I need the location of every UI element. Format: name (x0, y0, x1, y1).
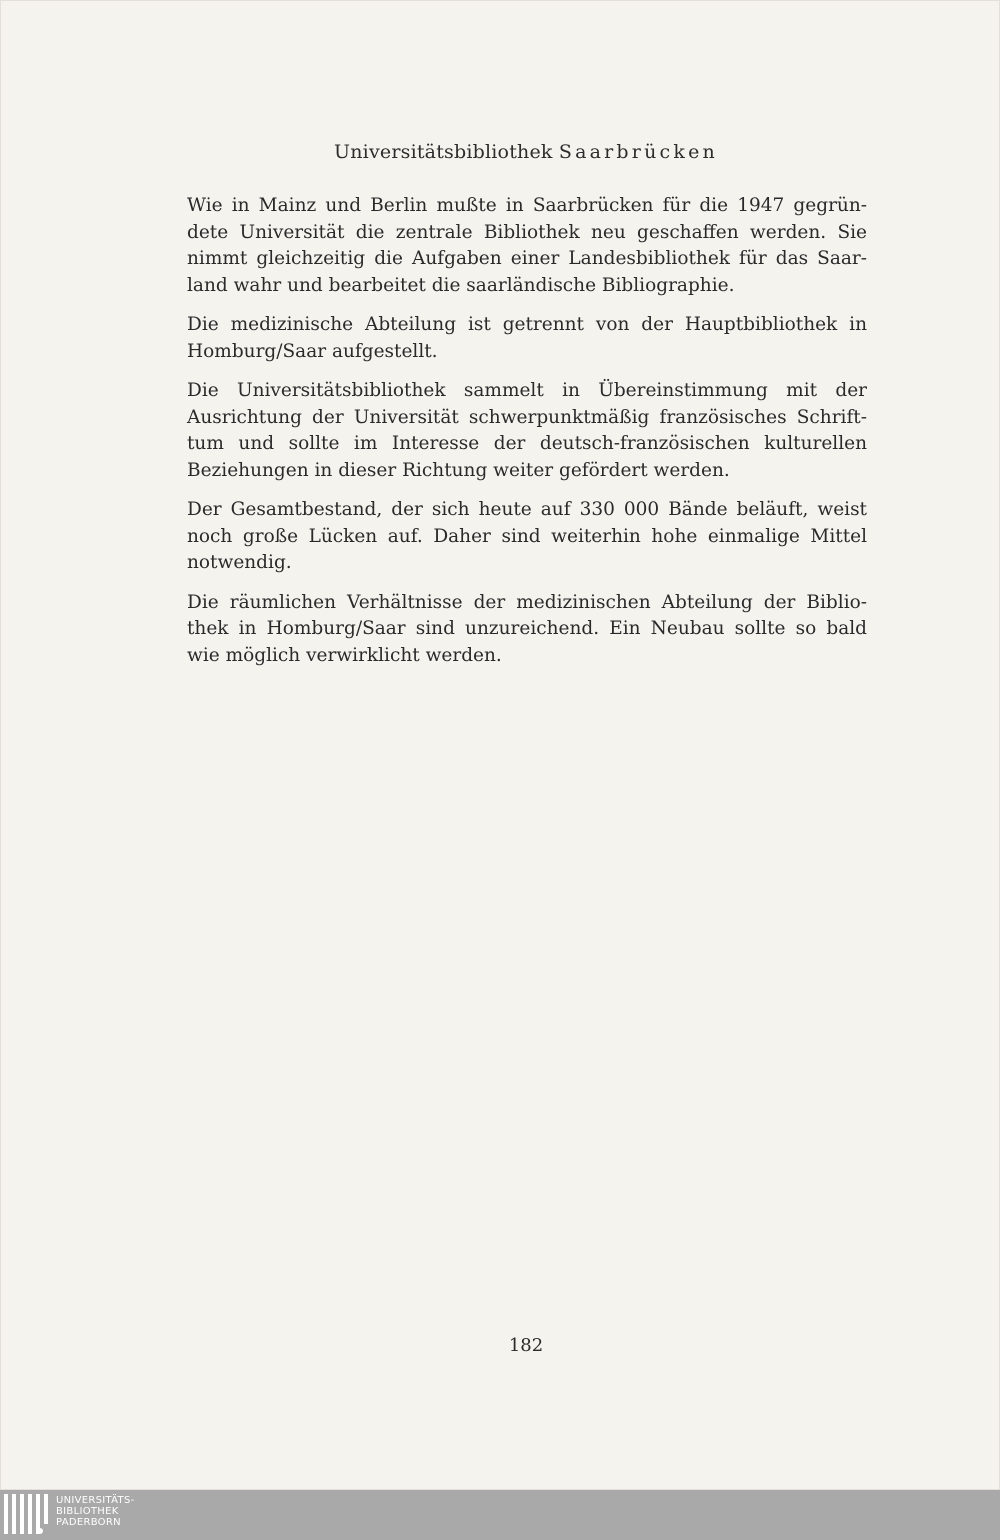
paragraph (187, 312, 867, 365)
logo-line: PADERBORN (56, 1517, 121, 1528)
heading-prefix: Universitätsbibliothek (334, 141, 553, 163)
paragraph (187, 590, 867, 670)
text-line: Die Universitätsbibliothek sammelt in Übereinstimmung mit der (187, 380, 867, 401)
text-line: Homburg/Saar aufgestellt. (187, 340, 438, 362)
library-footer-bar (0, 1490, 1000, 1540)
text-line: Beziehungen in dieser Richtung weiter gefördert werden. (187, 459, 730, 481)
logo-bar (28, 1494, 32, 1534)
text-line: land wahr und bearbeitet die saarländische Bibliographie. (187, 274, 735, 296)
logo-bar (4, 1494, 8, 1534)
paragraph (187, 497, 867, 577)
heading-city: Saarbrücken (558, 141, 718, 163)
logo-dot (37, 1528, 43, 1534)
text-line: dete Universität die zentrale Bibliothek neu geschaffen werden. Sie (187, 221, 867, 243)
logo-text (56, 1494, 135, 1528)
logo-line: UNIVERSITÄTS- (56, 1495, 135, 1506)
text-line: Der Gesamtbestand, der sich heute auf 330 000 Bände beläuft, weist (187, 499, 867, 520)
text-line: wie möglich verwirklicht werden. (187, 644, 502, 666)
paragraph (187, 378, 867, 484)
logo-bar (12, 1494, 16, 1534)
library-logo (4, 1494, 135, 1536)
page-number: 182 (508, 1335, 544, 1356)
text-line: Ausrichtung der Universität schwerpunktmäßig französisches Schrift- (187, 406, 867, 428)
logo-bar (20, 1494, 24, 1534)
logo-bar (44, 1494, 48, 1524)
text-line: noch große Lücken auf. Daher sind weiterhin hohe einmalige Mittel (187, 525, 867, 547)
paragraph (187, 193, 867, 299)
text-line: thek in Homburg/Saar sind unzureichend. Ein Neubau sollte so bald (187, 618, 867, 639)
text-line: notwendig. (187, 552, 292, 573)
text-line: nimmt gleichzeitig die Aufgaben einer Landesbibliothek für das Saar- (187, 248, 867, 269)
text-line: tum und sollte im Interesse der deutsch-französischen kulturellen (187, 433, 867, 454)
text-line: Wie in Mainz und Berlin mußte in Saarbrücken für die 1947 gegrün- (187, 195, 867, 216)
library-bars-logo-icon (4, 1494, 48, 1534)
body-text (187, 193, 867, 682)
logo-line: BIBLIOTHEK (56, 1506, 119, 1517)
text-line: Die medizinische Abteilung ist getrennt von der Hauptbibliothek in (187, 314, 867, 335)
page-heading (1, 141, 1000, 163)
text-line: Die räumlichen Verhältnisse der medizinischen Abteilung der Biblio- (187, 591, 867, 613)
